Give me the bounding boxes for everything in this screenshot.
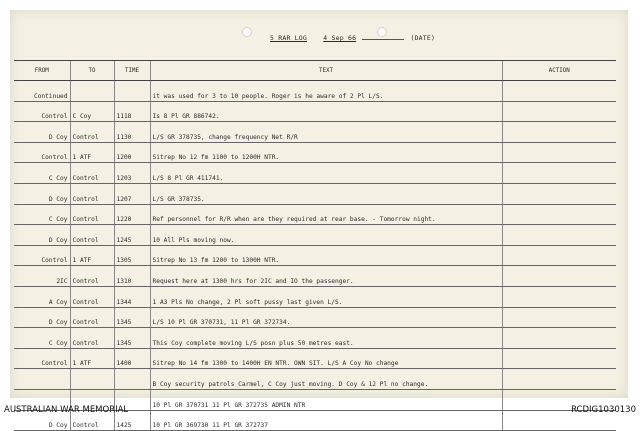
cell-text: L/S 8 Pl GR 411741. [150,163,502,184]
cell-from: D Coy [14,225,70,246]
punch-hole [242,27,252,37]
cell-action [502,245,616,266]
cell-from: Control [14,142,70,163]
cell-from: C Coy [14,204,70,225]
cell-time: 1220 [114,204,150,225]
log-entry-row [14,307,616,328]
cell-time: 1310 [114,266,150,287]
cell-to: Control [70,307,114,328]
cell-to: Control [70,410,114,431]
cell-text: Ref personnel for R/R when are they required at rear base. - Tomorrow night. [150,204,502,225]
cell-text: L/S 10 Pl GR 370731, 11 Pl GR 372734. [150,307,502,328]
cell-text: Sitrep No 13 fm 1200 to 1300H NTR. [150,245,502,266]
cell-from [14,369,70,390]
cell-to: Control [70,266,114,287]
log-entry-row [14,286,616,307]
cell-to: 1 ATF [70,142,114,163]
log-entry-row [14,101,616,122]
cell-to: Control [70,328,114,349]
cell-from: C Coy [14,163,70,184]
log-entries [14,81,616,431]
cell-action [502,225,616,246]
cell-to: Control [70,225,114,246]
cell-action [502,266,616,287]
cell-time: 1344 [114,286,150,307]
footer [0,404,640,418]
cell-time: 1245 [114,225,150,246]
cell-time: 1200 [114,142,150,163]
cell-from: Control [14,348,70,369]
log-entry-row [14,122,616,143]
cell-action [502,81,616,102]
cell-time: 1305 [114,245,150,266]
cell-time: 1425 [114,410,150,431]
log-entry-row [14,183,616,204]
cell-action [502,369,616,390]
cell-action [502,163,616,184]
cell-time: 1345 [114,307,150,328]
log-title: 5 RAR LOG [270,34,308,42]
cell-text: it was used for 3 to 10 people. Roger is he aware of 2 Pl L/S. [150,81,502,102]
cell-text: Sitrep No 12 fm 1100 to 1200H NTR. [150,142,502,163]
cell-action [502,122,616,143]
col-header-text: TEXT [150,61,502,81]
date-underline [362,39,404,40]
log-entry-row [14,225,616,246]
cell-action [502,307,616,328]
cell-action [502,328,616,349]
cell-time: 1118 [114,101,150,122]
log-entry-row [14,328,616,349]
cell-text: 10 All Pls moving now. [150,225,502,246]
cell-to: 1 ATF [70,348,114,369]
cell-action [502,142,616,163]
cell-from: D Coy [14,122,70,143]
cell-from: Control [14,101,70,122]
cell-time: 1207 [114,183,150,204]
log-date: 4 Sep 66 [323,34,357,42]
cell-text: B Coy security patrols Carmel, C Coy just moving. D Coy & 12 Pl no change. [150,369,502,390]
log-entry-row [14,142,616,163]
cell-from: D Coy [14,410,70,431]
cell-to: Control [70,286,114,307]
cell-time: 1130 [114,122,150,143]
cell-from: C Coy [14,328,70,349]
log-entry-row [14,245,616,266]
cell-to [70,81,114,102]
cell-text: Sitrep No 14 fm 1300 to 1400H EN NTR. OWN SIT. L/S A Coy No change [150,348,502,369]
cell-text: Is 8 Pl GR 886742. [150,101,502,122]
cell-to: Control [70,183,114,204]
log-table [14,60,616,431]
log-entry-row [14,348,616,369]
col-header-action: ACTION [502,61,616,81]
footer-source: AUSTRALIAN WAR MEMORIAL [4,405,129,415]
cell-text: 10 Pl GR 370731 11 Pl GR 372735 ADMIN NTR [150,389,502,410]
cell-time: 1345 [114,328,150,349]
cell-time [114,81,150,102]
cell-action [502,183,616,204]
cell-text: L/S GR 378735, change frequency Net R/R [150,122,502,143]
log-entry-row [14,163,616,184]
cell-action [502,204,616,225]
log-entry-row [14,369,616,390]
cell-to [70,369,114,390]
cell-to: 1 ATF [70,245,114,266]
cell-from: Continued [14,81,70,102]
cell-text: L/S GR 378735. [150,183,502,204]
cell-time: 1203 [114,163,150,184]
cell-to: Control [70,122,114,143]
log-entry-row [14,81,616,102]
cell-text: Request here at 1300 hrs for 2IC and IO the passenger. [150,266,502,287]
cell-text: 10 Pl GR 369730 11 Pl GR 372737 [150,410,502,431]
cell-to: C Coy [70,101,114,122]
header-row [14,61,616,81]
cell-from: D Coy [14,183,70,204]
cell-time [114,369,150,390]
cell-text: 1 A3 Pls No change, 2 Pl soft pussy last given L/S. [150,286,502,307]
footer-id: RCDIG1030130 [571,405,636,415]
cell-action [502,286,616,307]
log-entry-row [14,204,616,225]
cell-from: A Coy [14,286,70,307]
cell-text: This Coy complete moving L/S posn plus 50 metres east. [150,328,502,349]
cell-from: 2IC [14,266,70,287]
cell-from: Control [14,245,70,266]
cell-time: 1400 [114,348,150,369]
col-header-to: TO [70,61,114,81]
cell-action [502,101,616,122]
col-header-time: TIME [114,61,150,81]
cell-to: Control [70,204,114,225]
cell-to: Control [70,163,114,184]
cell-action [502,348,616,369]
cell-from: D Coy [14,307,70,328]
col-header-from: FROM [14,61,70,81]
log-entry-row [14,266,616,287]
date-label: (DATE) [410,34,436,42]
log-header [270,34,435,42]
